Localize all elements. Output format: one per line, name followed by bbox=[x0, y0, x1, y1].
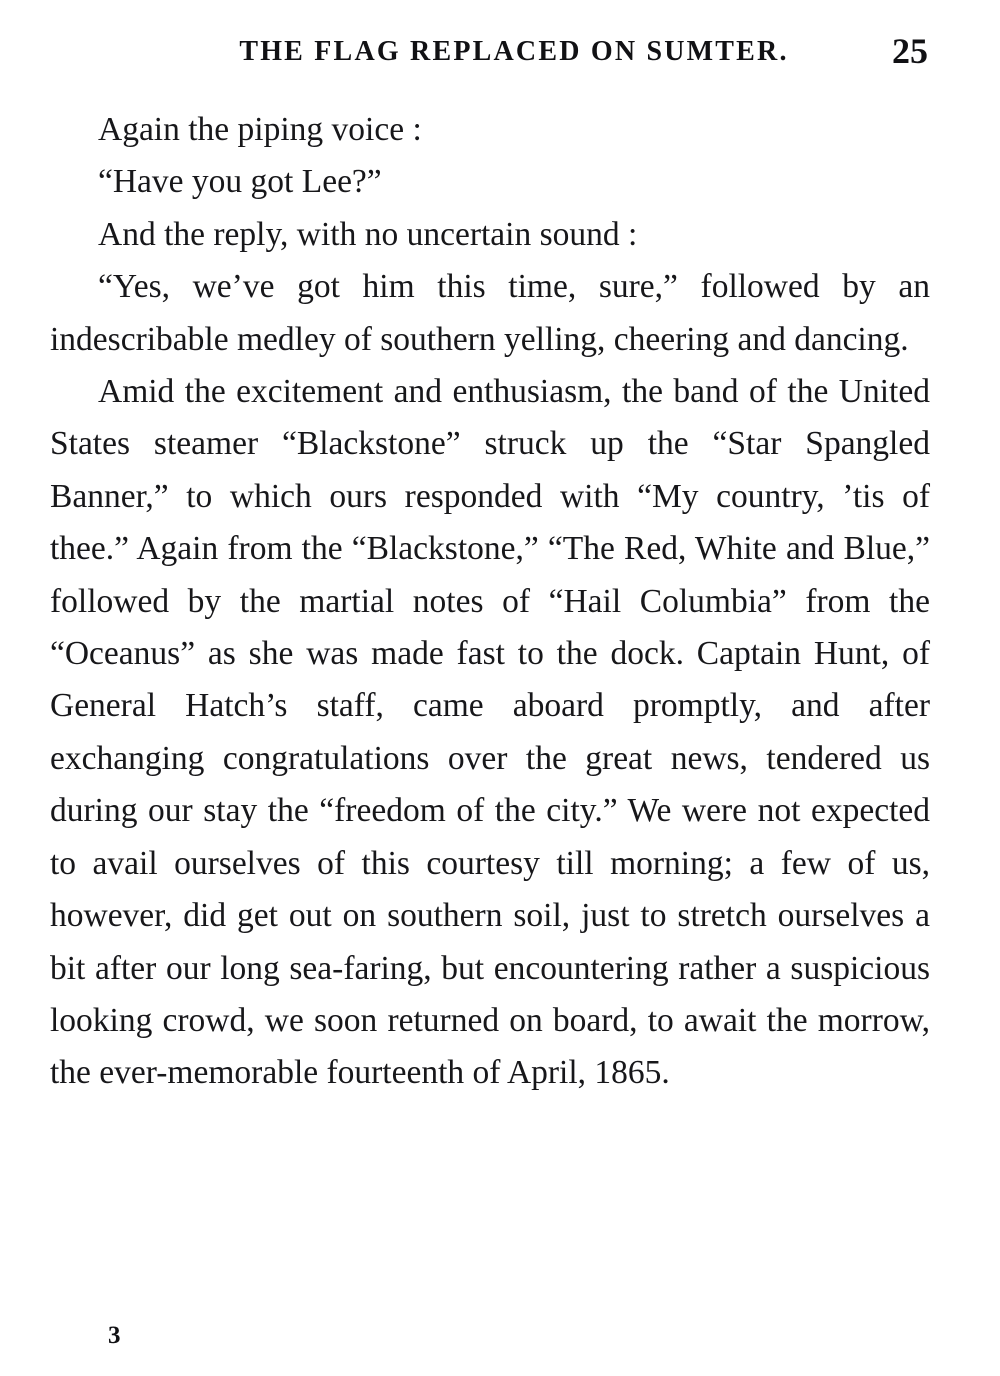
paragraph: “Yes, we’ve got him this time, sure,” followed by an indescribable medley of southern yelling, cheering and dancing. bbox=[50, 268, 930, 358]
dialogue-line: “Have you got Lee?” bbox=[98, 163, 382, 201]
dialogue-line: And the reply, with no uncertain sound : bbox=[98, 215, 638, 253]
paragraph: Amid the excitement and enthusiasm, the band of the United States steamer “Blackstone” struck up the “Star Spangled Banner,” to which ours responded with “My country, ’tis of thee.” Again from the “Blackstone,” “The Red, White and Blue,” followed by the martial notes of “Hail Columbia” from the “Oceanus” as she was made fast to the dock. Captain Hunt, of General Hatch’s staff, came aboard promptly, and after exchanging congratulations over the great news, tendered us during our stay the “freedom of the city.” We were not expected to avail ourselves of this courtesy till morning; a few of us, however, did get out on southern soil, just to stretch ourselves a bit after our long sea-faring, but encountering rather a suspicious looking crowd, we soon returned on board, to await the morrow, the ever-memorable fourteenth of April, 1865. bbox=[50, 373, 930, 1092]
page-number: 25 bbox=[892, 31, 928, 71]
dialogue-line: Again the piping voice : bbox=[98, 111, 422, 148]
dialogue-block bbox=[50, 104, 930, 261]
signature-mark: 3 bbox=[108, 1322, 121, 1349]
page-header bbox=[0, 31, 1000, 88]
running-title: THE FLAG REPLACED ON SUMTER. bbox=[239, 36, 789, 67]
page-body bbox=[50, 104, 930, 1100]
